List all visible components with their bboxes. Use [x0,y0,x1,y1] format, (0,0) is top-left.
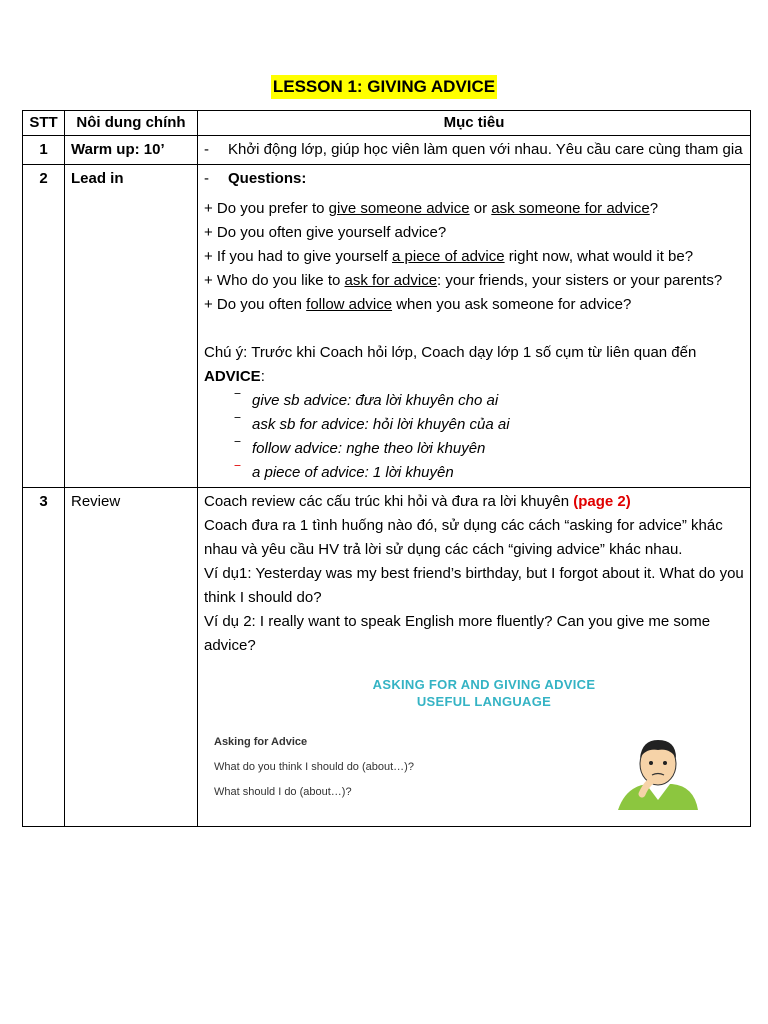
table-row [23,488,751,827]
thinking-boy-illustration [618,734,698,810]
row2-goal-cell [198,165,751,488]
list-item: ‾ give sb advice: đưa lời khuyên cho ai [235,392,499,409]
useful-title: ASKING FOR AND GIVING ADVICE USEFUL LANGUAGE [372,677,596,709]
header-goal: Mục tiêu [198,111,751,136]
row1-content: Warm up: 10’ [65,136,198,165]
list-item: ‾ a piece of advice: 1 lời khuyên [235,464,454,481]
question-4: + Who do you like to ask for advice: your friends, your sisters or your parents? [204,272,723,289]
row1-goal-cell [198,136,751,165]
review-instructions: Coach đưa ra 1 tình huống nào đó, sử dụng các cách “asking for advice” khác nhau và yêu cầu HV trả lời sử dụng các cách “giving advice” khác nhau. [204,517,723,558]
row3-stt: 3 [23,488,65,827]
asking-heading: Asking for Advice [214,736,308,748]
row1-dash: - [204,141,209,158]
row2-stt: 2 [23,165,65,488]
list-item: ‾ follow advice: nghe theo lời khuyên [235,440,486,457]
table-row [23,136,751,165]
example-1: Ví dụ1: Yesterday was my best friend’s birthday, but I forgot about it. What do you think I should do? [204,565,744,606]
page-ref: (page 2) [573,493,631,510]
row3-goal-cell [198,488,751,827]
row3-content: Review [65,488,198,827]
question-2: + Do you often give yourself advice? [204,224,447,241]
lesson-title: LESSON 1: GIVING ADVICE [271,75,497,99]
row1-goal: Khởi động lớp, giúp học viên làm quen với nhau. Yêu cầu care cùng tham gia [228,141,743,158]
review-line: Coach review các cấu trúc khi hỏi và đưa ra lời khuyên (page 2) [204,493,631,510]
questions-label: Questions: [228,170,307,187]
header-content: Nôi dung chính [65,111,198,136]
question-5: + Do you often follow advice when you ask someone for advice? [204,296,632,313]
asking-question-2: What should I do (about…)? [214,786,352,798]
asking-question-1: What do you think I should do (about…)? [214,761,414,773]
lesson-plan-table [22,110,751,827]
table-row [23,165,751,488]
header-stt: STT [23,111,65,136]
table-header-row [23,111,751,136]
question-3: + If you had to give yourself a piece of advice right now, what would it be? [204,248,694,265]
question-1: + Do you prefer to give someone advice or ask someone for advice? [204,200,659,217]
row2-dash: - [204,170,209,187]
advice-phrase-list [204,389,744,485]
coach-note: Chú ý: Trước khi Coach hỏi lớp, Coach dạy lớp 1 số cụm từ liên quan đến ADVICE: [204,344,697,385]
list-item: ‾ ask sb for advice: hỏi lời khuyên của ai [235,416,510,433]
row1-stt: 1 [23,136,65,165]
title-wrap [0,75,768,99]
useful-language-image [204,666,744,824]
row2-content: Lead in [65,165,198,488]
example-2: Ví dụ 2: I really want to speak English more fluently? Can you give me some advice? [204,613,711,654]
